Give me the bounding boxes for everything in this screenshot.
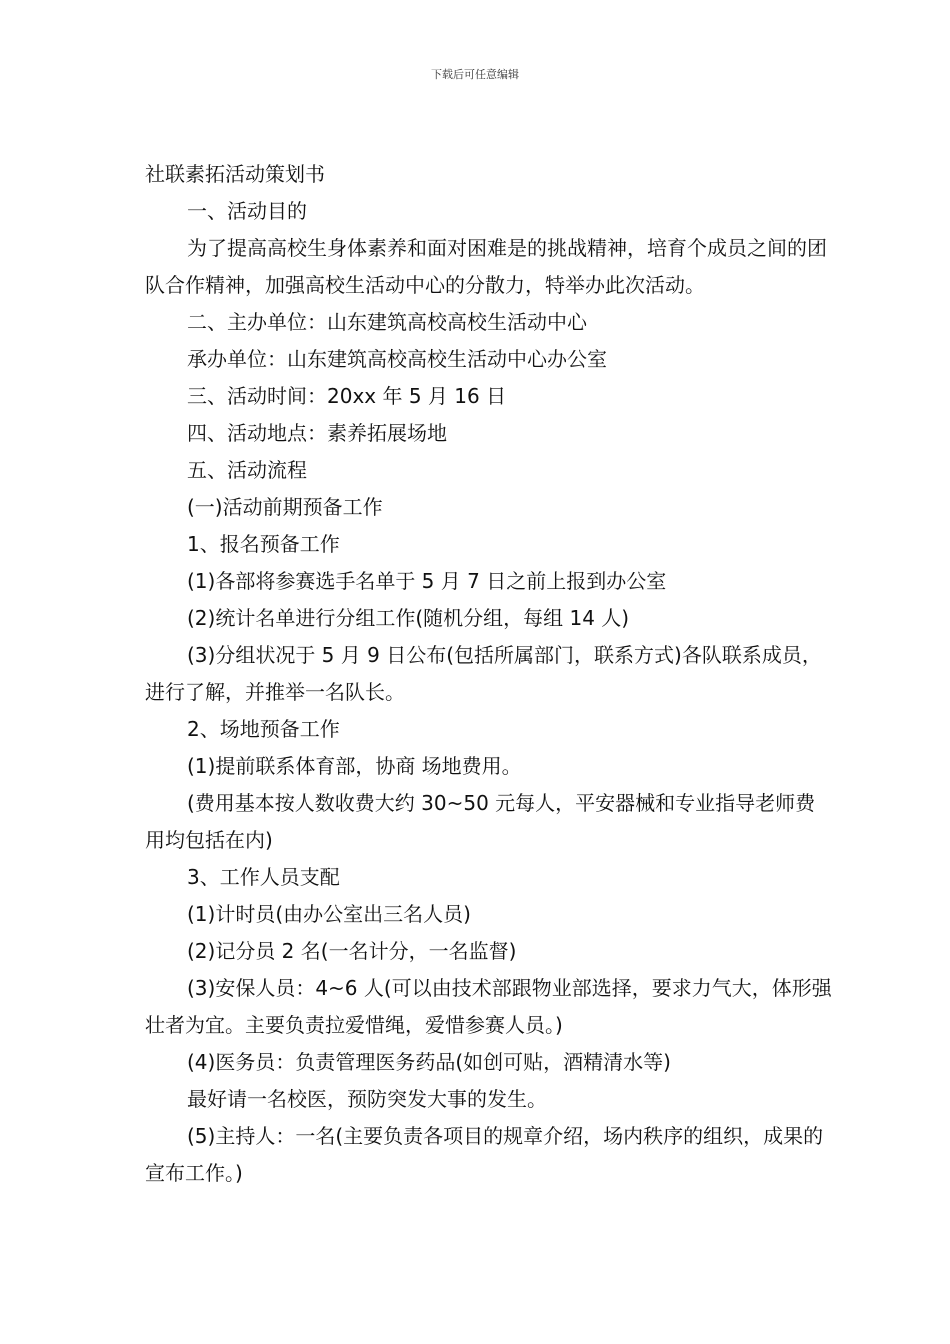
section-heading: 二、主办单位：山东建筑高校高校生活动中心: [187, 310, 587, 334]
section-heading: 三、活动时间：20xx 年 5 月 16 日: [187, 384, 507, 408]
list-item: (1)提前联系体育部，协商 场地费用。: [187, 754, 522, 778]
section-heading: 一、活动目的: [187, 199, 307, 223]
subsection-heading: 3、工作人员支配: [187, 865, 340, 889]
section-heading: 五、活动流程: [187, 458, 307, 482]
paragraph: 最好请一名校医，预防突发大事的发生。: [187, 1087, 547, 1111]
list-item: (3)安保人员：4~6 人(可以由技术部跟物业部选择，要求力气大，体形强壮者为宜。主要负责拉爱惜绳，爱惜参赛人员。): [145, 976, 832, 1037]
list-item: (2)统计名单进行分组工作(随机分组，每组 14 人): [187, 606, 630, 630]
document-body: [145, 156, 835, 1192]
paragraph: (费用基本按人数收费大约 30~50 元每人，平安器械和专业指导老师费用均包括在内): [145, 791, 816, 852]
list-item: (4)医务员：负责管理医务药品(如创可贴，酒精清水等): [187, 1050, 671, 1074]
subsection-heading: 2、场地预备工作: [187, 717, 340, 741]
paragraph: 承办单位：山东建筑高校高校生活动中心办公室: [187, 347, 607, 371]
list-item: (2)记分员 2 名(一名计分，一名监督): [187, 939, 517, 963]
subsection-heading: (一)活动前期预备工作: [187, 495, 383, 519]
section-heading: 四、活动地点：素养拓展场地: [187, 421, 447, 445]
page-header: 下载后可任意编辑: [431, 68, 519, 81]
subsection-heading: 1、报名预备工作: [187, 532, 340, 556]
paragraph: 为了提高高校生身体素养和面对困难是的挑战精神，培育个成员之间的团队合作精神，加强高校生活动中心的分散力，特举办此次活动。: [145, 236, 827, 297]
document-title: 社联素拓活动策划书: [145, 162, 325, 186]
list-item: (1)各部将参赛选手名单于 5 月 7 日之前上报到办公室: [187, 569, 667, 593]
list-item: (1)计时员(由办公室出三名人员): [187, 902, 471, 926]
list-item: (3)分组状况于 5 月 9 日公布(包括所属部门，联系方式)各队联系成员，进行了解，并推举一名队长。: [145, 643, 822, 704]
list-item: (5)主持人：一名(主要负责各项目的规章介绍，场内秩序的组织，成果的宣布工作。): [145, 1124, 824, 1185]
